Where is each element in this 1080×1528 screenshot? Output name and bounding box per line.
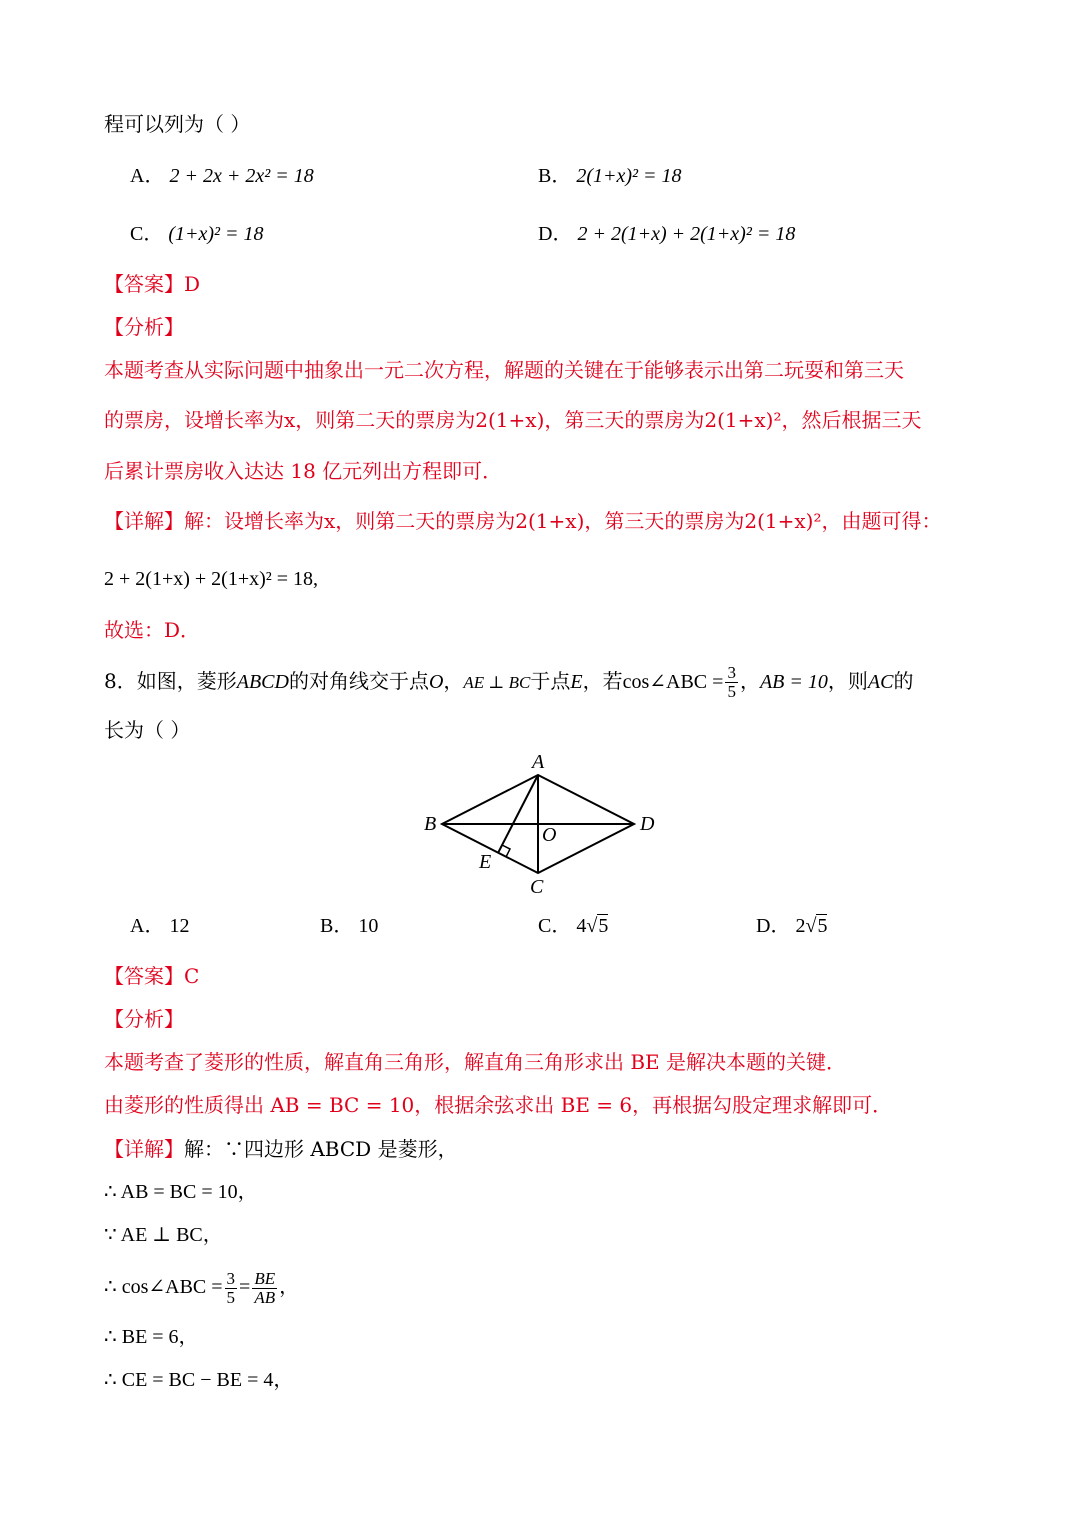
q8-option-d xyxy=(756,912,827,940)
detail-head: 【详解】 xyxy=(104,1137,184,1161)
option-coef: 4 xyxy=(576,915,587,937)
q8-detail xyxy=(104,1135,458,1163)
step-text: ， xyxy=(279,1276,300,1299)
option-key: C． xyxy=(130,223,164,245)
q7-choose: 故选：D． xyxy=(104,618,201,642)
fraction xyxy=(252,1270,277,1307)
q7-analysis-head: 【分析】 xyxy=(104,315,184,339)
q8-analysis-line-1: 本题考查了菱形的性质，解直角三角形，解直角三角形求出 BE 是解决本题的关键． xyxy=(104,1050,847,1074)
q7-analysis-line-3: 后累计票房收入达达 18 亿元列出方程即可． xyxy=(104,459,503,483)
option-expr: (1+x)² = 18 xyxy=(168,223,264,245)
stem-math: AC xyxy=(867,671,894,693)
fraction xyxy=(225,1270,238,1307)
option-key: D． xyxy=(756,915,791,937)
vertex-label-c: C xyxy=(530,876,544,898)
q8-option-a xyxy=(130,912,189,940)
detail-text: 解：∵四边形 ABCD 是菱形， xyxy=(184,1137,458,1161)
fraction-denominator: 5 xyxy=(727,682,736,701)
option-key: A． xyxy=(130,165,165,187)
option-value: 10 xyxy=(358,915,379,937)
option-value: 12 xyxy=(169,915,190,937)
option-expr: 2 + 2(1+x) + 2(1+x)² = 18 xyxy=(577,223,796,245)
q8-step-3 xyxy=(104,1270,299,1307)
stem-text: ， xyxy=(443,669,464,693)
option-expr: 2(1+x)² = 18 xyxy=(576,165,682,187)
fraction-numerator: 3 xyxy=(226,1269,236,1288)
option-expr: 2 + 2x + 2x² = 18 xyxy=(169,165,314,187)
sqrt-icon: √ xyxy=(805,915,817,937)
q8-analysis-head: 【分析】 xyxy=(104,1007,184,1031)
stem-text: ，则 xyxy=(827,669,868,693)
q7-detail-equation: 2 + 2(1+x) + 2(1+x)² = 18, xyxy=(104,568,319,590)
q8-step-1: ∴ AB = BC = 10， xyxy=(104,1181,258,1203)
fraction-denominator: 5 xyxy=(226,1288,236,1307)
q8-stem-line-2: 长为（ ） xyxy=(104,718,191,742)
detail-head: 【详解】 xyxy=(104,509,184,533)
stem-text: ， xyxy=(739,669,760,693)
option-key: B． xyxy=(320,915,354,937)
stem-text: ，若 xyxy=(582,669,623,693)
q8-answer: 【答案】C xyxy=(104,964,200,988)
step-text: = xyxy=(239,1276,251,1299)
stem-text: 的 xyxy=(893,669,914,693)
q7-analysis-line-2: 的票房，设增长率为x，则第二天的票房为2(1+x)，第三天的票房为2(1+x)²，然后根据三天 xyxy=(104,408,922,432)
option-coef: 2 xyxy=(795,915,806,937)
option-key: B． xyxy=(538,165,572,187)
option-key: C． xyxy=(538,915,572,937)
option-radicand: 5 xyxy=(598,915,609,937)
fraction-numerator: BE xyxy=(254,1269,276,1288)
q8-option-b xyxy=(320,912,378,940)
option-key: D． xyxy=(538,223,573,245)
fraction-denominator: AB xyxy=(254,1288,276,1307)
q8-step-4: ∴ BE = 6， xyxy=(104,1326,199,1348)
stem-math: O xyxy=(428,671,444,693)
fraction-numerator: 3 xyxy=(727,663,736,682)
stem-math: E xyxy=(570,671,583,693)
q7-answer: 【答案】D xyxy=(104,272,201,296)
stem-text: 8．如图，菱形 xyxy=(104,669,237,693)
option-key: A． xyxy=(130,915,165,937)
q7-analysis-line-1: 本题考查从实际问题中抽象出一元二次方程，解题的关键在于能够表示出第二玩耍和第三天 xyxy=(104,358,904,382)
stem-text: 于点 xyxy=(530,669,571,693)
altitude-ae xyxy=(498,775,538,853)
stem-math: AE ⊥ BC xyxy=(463,673,531,692)
detail-text: 解：设增长率为x，则第二天的票房为2(1+x)，第三天的票房为2(1+x)²，由题可得： xyxy=(184,509,942,533)
stem-text: 的对角线交于点 xyxy=(288,669,429,693)
q7-stem-tail: 程可以列为（ ） xyxy=(104,112,251,136)
step-text: ∴ cos∠ABC = xyxy=(104,1276,223,1299)
option-radicand: 5 xyxy=(817,915,828,937)
stem-math: ABCD xyxy=(236,671,289,693)
q8-step-2: ∵ AE ⊥ BC， xyxy=(104,1224,223,1246)
vertex-label-b: B xyxy=(424,813,437,835)
vertex-label-a: A xyxy=(532,751,545,773)
vertex-label-d: D xyxy=(640,813,655,835)
q8-analysis-line-2: 由菱形的性质得出 AB = BC = 10，根据余弦求出 BE = 6，再根据勾股定理求解即可． xyxy=(104,1093,893,1117)
q8-step-5: ∴ CE = BC − BE = 4， xyxy=(104,1369,294,1391)
stem-math: AB = 10 xyxy=(759,671,828,693)
point-label-e: E xyxy=(479,851,492,873)
sqrt-icon: √ xyxy=(586,915,598,937)
stem-math: cos∠ABC = xyxy=(622,671,724,693)
q8-option-c xyxy=(538,912,608,940)
point-label-o: O xyxy=(542,824,557,846)
